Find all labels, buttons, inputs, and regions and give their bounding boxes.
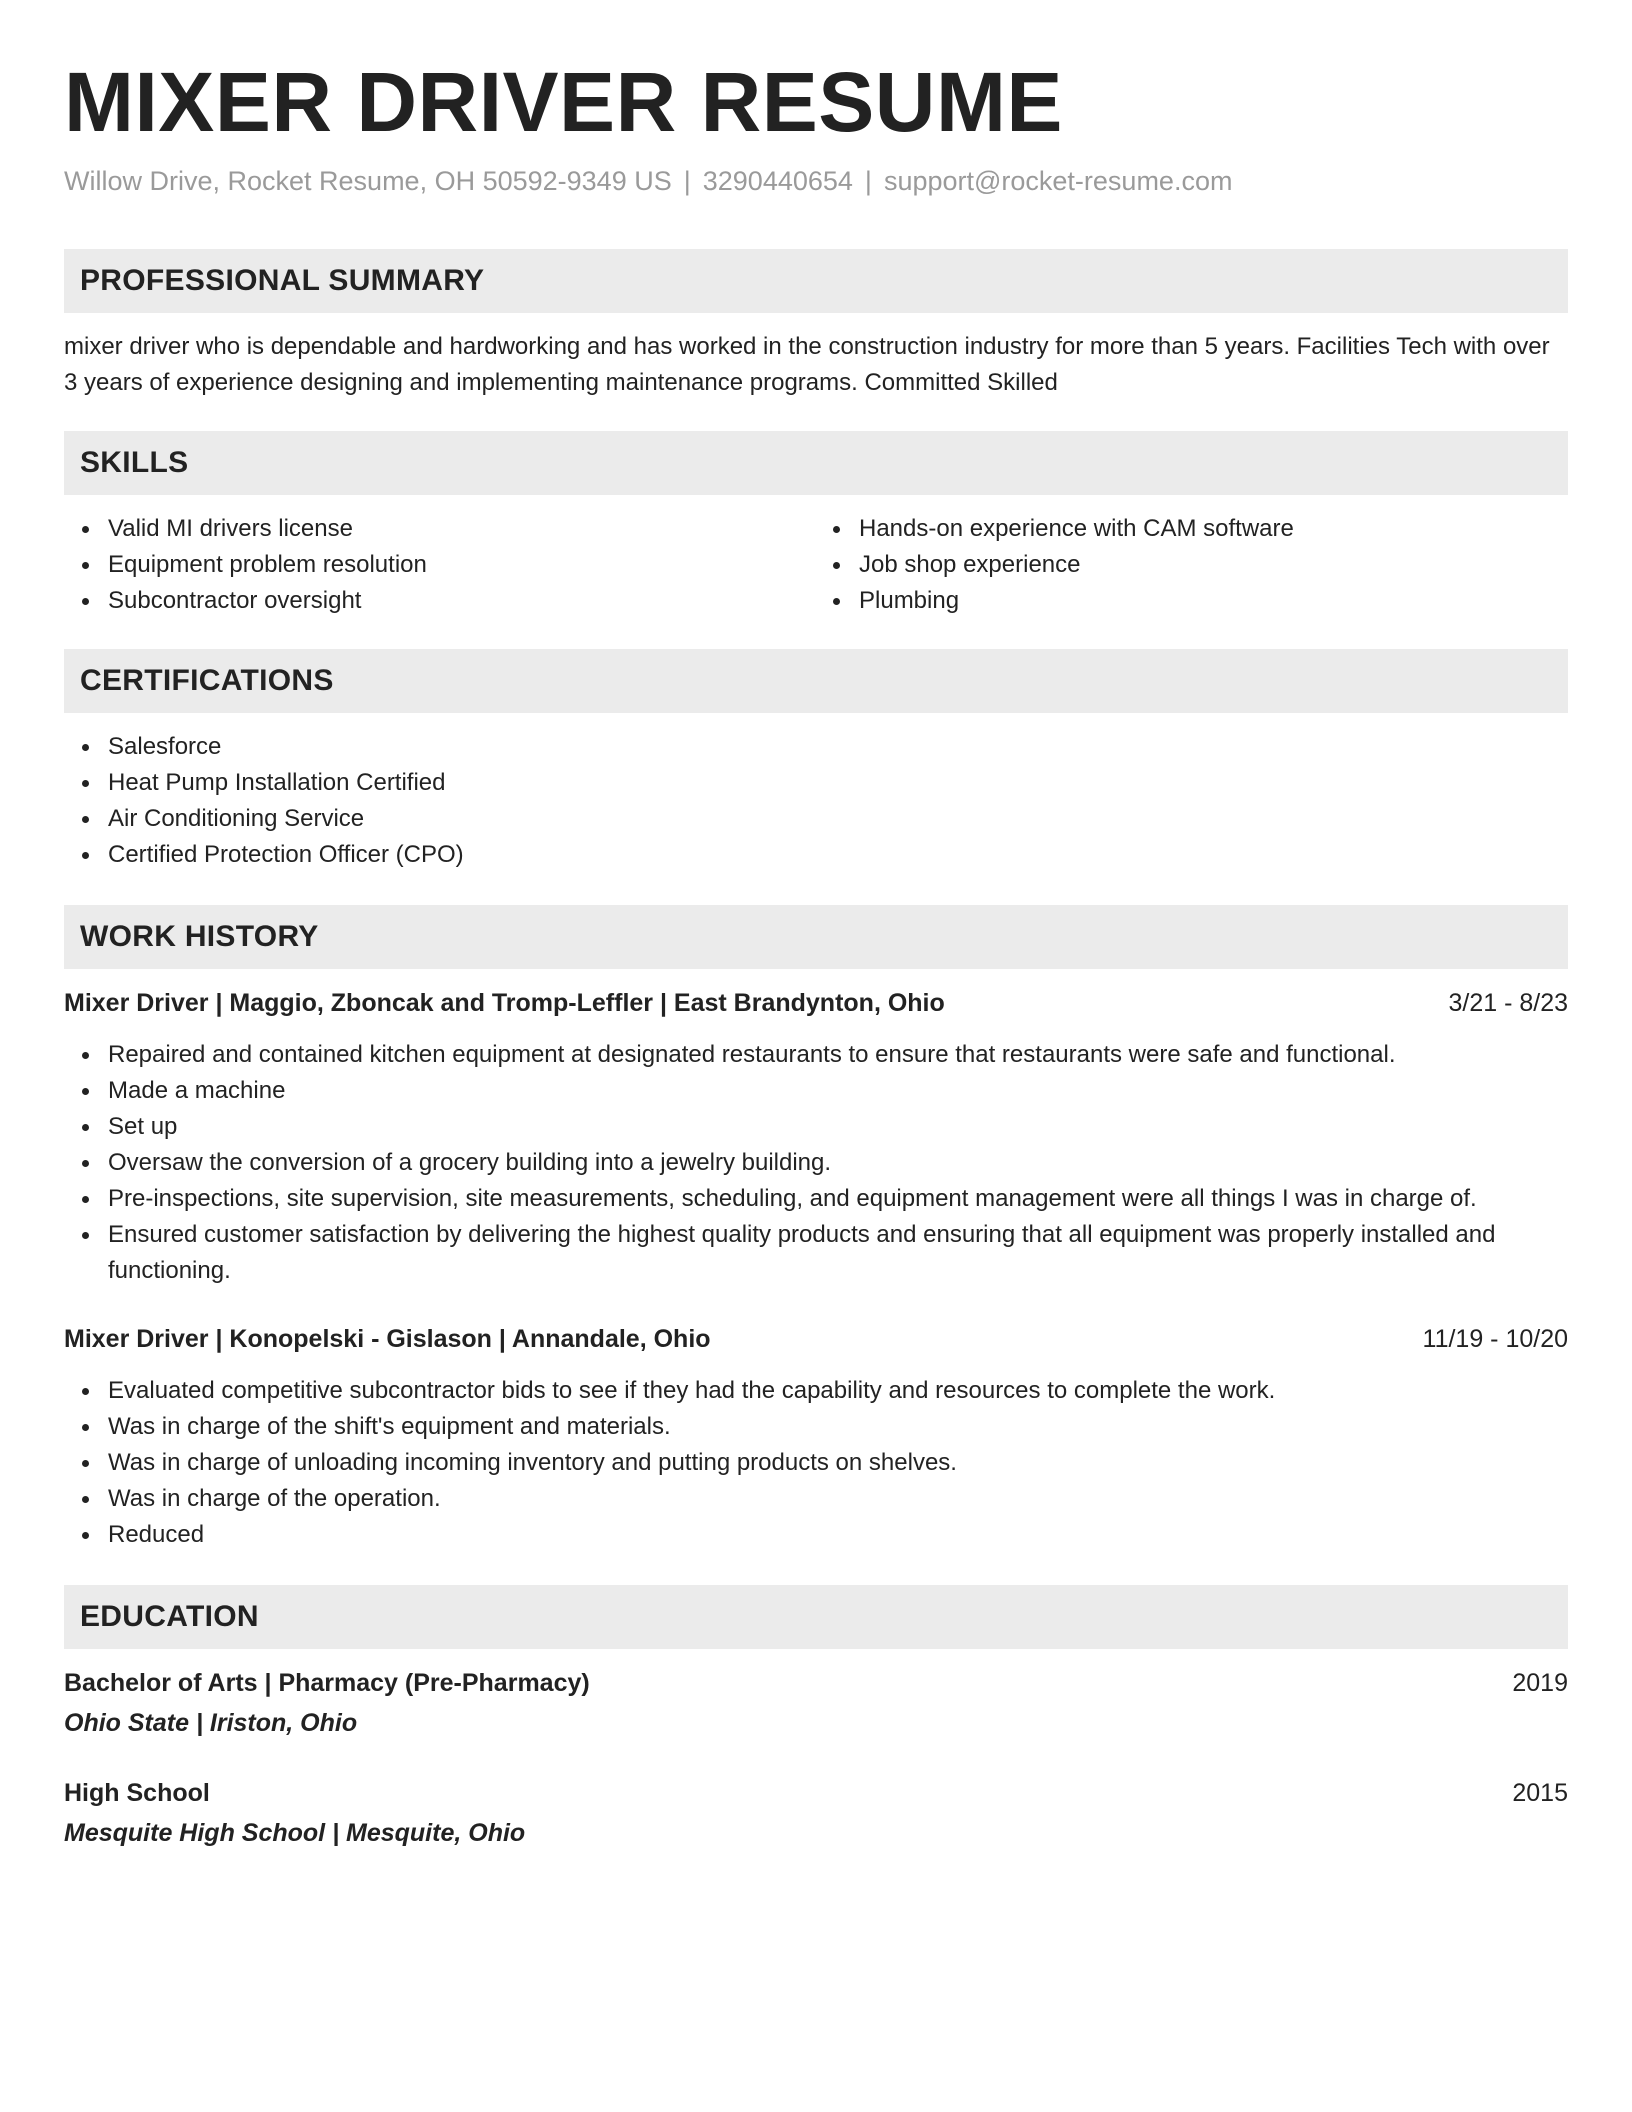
job-entry [64, 1321, 1568, 1553]
skills-column-right [817, 511, 1568, 619]
job-bullet: Made a machine [108, 1073, 1568, 1109]
education-degree: High School [64, 1779, 210, 1807]
job-bullet: Evaluated competitive subcontractor bids to see if they had the capability and resources to complete the work. [108, 1373, 1568, 1409]
job-title: Mixer Driver | Konopelski - Gislason | Annandale, Ohio [64, 1325, 711, 1353]
section-heading-work-history: WORK HISTORY [64, 905, 1568, 969]
resume-title: MIXER DRIVER RESUME [64, 55, 1063, 149]
skill-item: Valid MI drivers license [108, 511, 817, 547]
job-bullet: Reduced [108, 1517, 1568, 1553]
job-bullet: Was in charge of the shift's equipment and materials. [108, 1409, 1568, 1445]
job-bullet: Was in charge of the operation. [108, 1481, 1568, 1517]
contact-separator: | [864, 166, 872, 196]
contact-line [64, 166, 1568, 197]
education-entry [64, 1775, 1568, 1851]
certification-item: Heat Pump Installation Certified [108, 765, 1568, 801]
summary-text: mixer driver who is dependable and hardworking and has worked in the construction industry for more than 5 years. Facilities Tech with over 3 years of experience designing and implementing maintenance programs. Committed Skilled [64, 333, 1550, 396]
section-heading-summary: PROFESSIONAL SUMMARY [64, 249, 1568, 313]
contact-address: Willow Drive, Rocket Resume, OH 50592-9349 US [64, 166, 672, 196]
job-dates: 11/19 - 10/20 [1422, 1325, 1568, 1353]
job-bullet: Set up [108, 1109, 1568, 1145]
job-bullet: Ensured customer satisfaction by delivering the highest quality products and ensuring that all equipment was properly installed and functioning. [108, 1217, 1568, 1289]
education-school: Ohio State | Iriston, Ohio [64, 1709, 358, 1737]
skills-column-left [64, 511, 817, 619]
education-degree: Bachelor of Arts | Pharmacy (Pre-Pharmacy) [64, 1669, 590, 1697]
education-header [64, 1775, 1568, 1811]
job-bullet: Oversaw the conversion of a grocery building into a jewelry building. [108, 1145, 1568, 1181]
education-school: Mesquite High School | Mesquite, Ohio [64, 1819, 526, 1847]
certification-item: Certified Protection Officer (CPO) [108, 837, 1568, 873]
skill-item: Subcontractor oversight [108, 583, 817, 619]
contact-email: support@rocket-resume.com [883, 166, 1233, 196]
certifications-list [64, 729, 1568, 873]
certification-item: Air Conditioning Service [108, 801, 1568, 837]
skill-item: Hands-on experience with CAM software [859, 511, 1568, 547]
section-heading-skills: SKILLS [64, 431, 1568, 495]
skills-list [64, 511, 1568, 619]
job-bullet: Was in charge of unloading incoming inventory and putting products on shelves. [108, 1445, 1568, 1481]
education-entry [64, 1665, 1568, 1741]
contact-separator: | [683, 166, 691, 196]
job-bullets [64, 1373, 1568, 1553]
job-bullets [64, 1037, 1568, 1289]
job-dates: 3/21 - 8/23 [1448, 989, 1568, 1017]
job-header [64, 1321, 1568, 1357]
job-bullet: Pre-inspections, site supervision, site measurements, scheduling, and equipment management were all things I was in charge of. [108, 1181, 1568, 1217]
skill-item: Equipment problem resolution [108, 547, 817, 583]
job-entry [64, 985, 1568, 1289]
section-heading-education: EDUCATION [64, 1585, 1568, 1649]
skill-item: Plumbing [859, 583, 1568, 619]
education-year: 2019 [1512, 1669, 1568, 1697]
job-title: Mixer Driver | Maggio, Zboncak and Tromp-Leffler | East Brandynton, Ohio [64, 989, 945, 1017]
section-heading-certifications: CERTIFICATIONS [64, 649, 1568, 713]
skill-item: Job shop experience [859, 547, 1568, 583]
education-year: 2015 [1512, 1779, 1568, 1807]
contact-phone: 3290440654 [702, 166, 853, 196]
job-bullet: Repaired and contained kitchen equipment at designated restaurants to ensure that restaurants were safe and functional. [108, 1037, 1568, 1073]
certification-item: Salesforce [108, 729, 1568, 765]
job-header [64, 985, 1568, 1021]
education-header [64, 1665, 1568, 1701]
